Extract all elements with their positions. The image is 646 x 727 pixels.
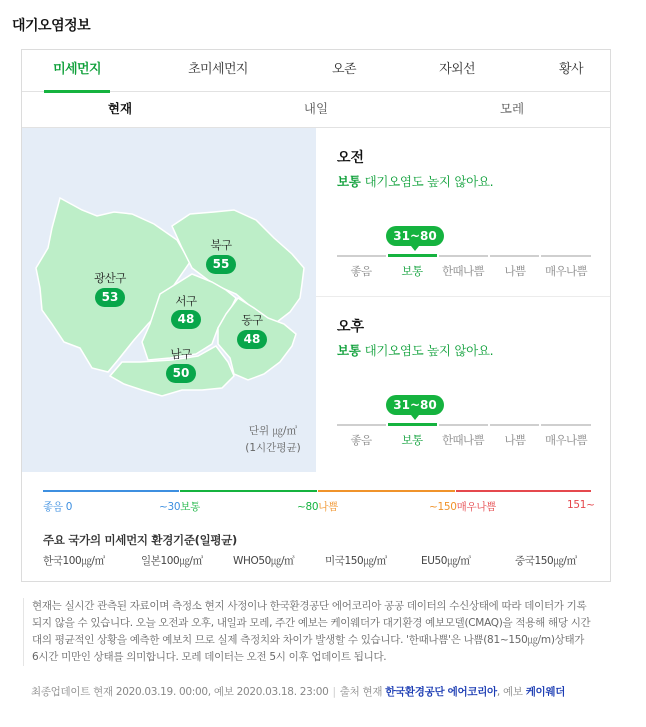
standard-eu: EU50㎍/㎥ bbox=[421, 555, 471, 567]
am-scale-seg-good bbox=[337, 255, 386, 257]
pm-scale-seg-very-bad bbox=[541, 424, 591, 426]
source-airkorea-link[interactable]: 한국환경공단 에어코리아 bbox=[385, 686, 497, 698]
pm-scale-seg-temp-bad bbox=[439, 424, 488, 426]
district-value-nam[interactable]: 50 bbox=[166, 364, 196, 383]
tab-tomorrow[interactable]: 내일 bbox=[303, 101, 329, 116]
standard-who: WHO50㎍/㎥ bbox=[233, 555, 295, 567]
update-timestamps: 최종업데이트 현재 2020.03.19. 00:00, 예보 2020.03.18. 23:00 bbox=[31, 686, 329, 698]
am-scale-labels bbox=[337, 263, 591, 281]
pollutant-tabs bbox=[22, 50, 610, 92]
district-label-nam: 남구 bbox=[170, 347, 192, 361]
am-scale bbox=[337, 255, 591, 257]
pm-range-bubble: 31~80 bbox=[386, 395, 444, 415]
district-map bbox=[22, 128, 316, 472]
standard-korea: 한국100㎍/㎥ bbox=[43, 555, 105, 567]
pm-scale bbox=[337, 424, 591, 426]
unit-label: 단위 ㎍/㎥ bbox=[248, 425, 298, 437]
data-notice: 현재는 실시간 관측된 자료이며 측정소 현지 사정이나 한국환경공단 에어코리아 공공 데이터의 수신상태에 따라 데이터가 기록되지 않을 수 있습니다. 오늘 오전과 오후, 내일과 모레, 주간 예보는 케이웨더가 대기환경 예보모델(CMAQ)을 적용해 해당 시간대의 평균적인 상황을 예측한 예보치 므로 실제 측정치와 차이가 발생할 수 있습니다. '한때나쁨'은 나쁨(81~150㎍/m)상태가 6시간 미만인 상태를 의미합니다. 모레 데이터는 오전 5시 이후 업데이트 됩니다. bbox=[23, 598, 591, 666]
standard-japan: 일본100㎍/㎥ bbox=[141, 555, 203, 567]
am-scale-seg-moderate bbox=[388, 254, 437, 257]
page-title: 대기오염정보 bbox=[12, 18, 91, 34]
am-scale-seg-very-bad bbox=[541, 255, 591, 257]
tab-fine-dust[interactable]: 미세먼지 bbox=[44, 50, 110, 92]
legend-text-max: 151~ bbox=[567, 499, 595, 511]
standards-title: 주요 국가의 미세먼지 환경기준(일평균) bbox=[43, 533, 237, 547]
air-quality-card bbox=[21, 49, 611, 582]
pm-scale-label-bad: 나쁨 bbox=[504, 433, 526, 447]
pm-scale-label-good: 좋음 bbox=[350, 433, 372, 447]
district-label-gwangsan: 광산구 bbox=[94, 271, 126, 285]
am-status bbox=[337, 172, 493, 190]
tab-day-after-tomorrow[interactable]: 모레 bbox=[499, 101, 525, 116]
update-info bbox=[31, 684, 591, 700]
legend-bar-moderate bbox=[180, 490, 317, 492]
day-tabs bbox=[22, 92, 610, 128]
pm-scale-seg-moderate bbox=[388, 423, 437, 426]
district-value-seo[interactable]: 48 bbox=[171, 310, 201, 329]
am-grade: 보통 bbox=[337, 174, 361, 189]
am-scale-label-moderate: 보통 bbox=[401, 264, 423, 278]
am-range-bubble: 31~80 bbox=[386, 226, 444, 246]
pm-message: 대기오염도 높지 않아요. bbox=[364, 343, 494, 358]
legend-bar-very-bad bbox=[456, 490, 591, 492]
standard-china: 중국150㎍/㎥ bbox=[515, 555, 577, 567]
am-scale-label-temp-bad: 한때나쁨 bbox=[441, 264, 485, 278]
footer-separator: | bbox=[332, 686, 336, 698]
forecast-am bbox=[316, 128, 610, 297]
district-value-buk[interactable]: 55 bbox=[206, 255, 236, 274]
legend-text-very-bad: ~150매우나쁨 bbox=[429, 501, 497, 513]
pm-scale-label-moderate: 보통 bbox=[401, 433, 423, 447]
pm-scale-seg-bad bbox=[490, 424, 539, 426]
standard-usa: 미국150㎍/㎥ bbox=[325, 555, 387, 567]
district-value-gwangsan[interactable]: 53 bbox=[95, 288, 125, 307]
am-scale-label-very-bad: 매우나쁨 bbox=[544, 264, 588, 278]
pm-scale-seg-good bbox=[337, 424, 386, 426]
legend-text-bad: ~80나쁨 bbox=[297, 501, 338, 513]
source-mid: , 예보 bbox=[496, 686, 523, 698]
tab-yellow-dust[interactable]: 황사 bbox=[559, 62, 583, 77]
am-label: 오전 bbox=[337, 150, 365, 166]
source-prefix: 출처 현재 bbox=[339, 686, 383, 698]
legend-bar-bad bbox=[318, 490, 455, 492]
pm-scale-labels bbox=[337, 432, 591, 450]
grade-legend bbox=[43, 490, 595, 514]
pm-status bbox=[337, 341, 493, 359]
pm-scale-label-very-bad: 매우나쁨 bbox=[544, 433, 588, 447]
tab-ozone[interactable]: 오존 bbox=[332, 62, 356, 77]
legend-text-moderate: ~30보통 bbox=[159, 501, 200, 513]
forecast-pm bbox=[316, 297, 610, 466]
pm-scale-label-temp-bad: 한때나쁨 bbox=[441, 433, 485, 447]
source-kweather-link[interactable]: 케이웨더 bbox=[525, 686, 566, 698]
legend-text-good: 좋음 0 bbox=[43, 501, 73, 513]
pm-label: 오후 bbox=[337, 319, 365, 335]
am-scale-seg-temp-bad bbox=[439, 255, 488, 257]
unit-note bbox=[228, 423, 318, 457]
legend-bar-good bbox=[43, 490, 179, 492]
am-message: 대기오염도 높지 않아요. bbox=[364, 174, 494, 189]
standards-list bbox=[43, 553, 591, 569]
tab-now[interactable]: 현재 bbox=[107, 101, 133, 116]
am-scale-label-good: 좋음 bbox=[350, 264, 372, 278]
district-label-dong: 동구 bbox=[241, 313, 263, 327]
am-scale-seg-bad bbox=[490, 255, 539, 257]
am-scale-label-bad: 나쁨 bbox=[504, 264, 526, 278]
district-value-dong[interactable]: 48 bbox=[237, 330, 267, 349]
district-label-seo: 서구 bbox=[175, 294, 197, 308]
pm-grade: 보통 bbox=[337, 343, 361, 358]
unit-average: (1시간평균) bbox=[245, 442, 301, 454]
district-label-buk: 북구 bbox=[210, 238, 232, 252]
tab-uv[interactable]: 자외선 bbox=[439, 62, 475, 77]
tab-ultrafine-dust[interactable]: 초미세먼지 bbox=[188, 62, 248, 77]
